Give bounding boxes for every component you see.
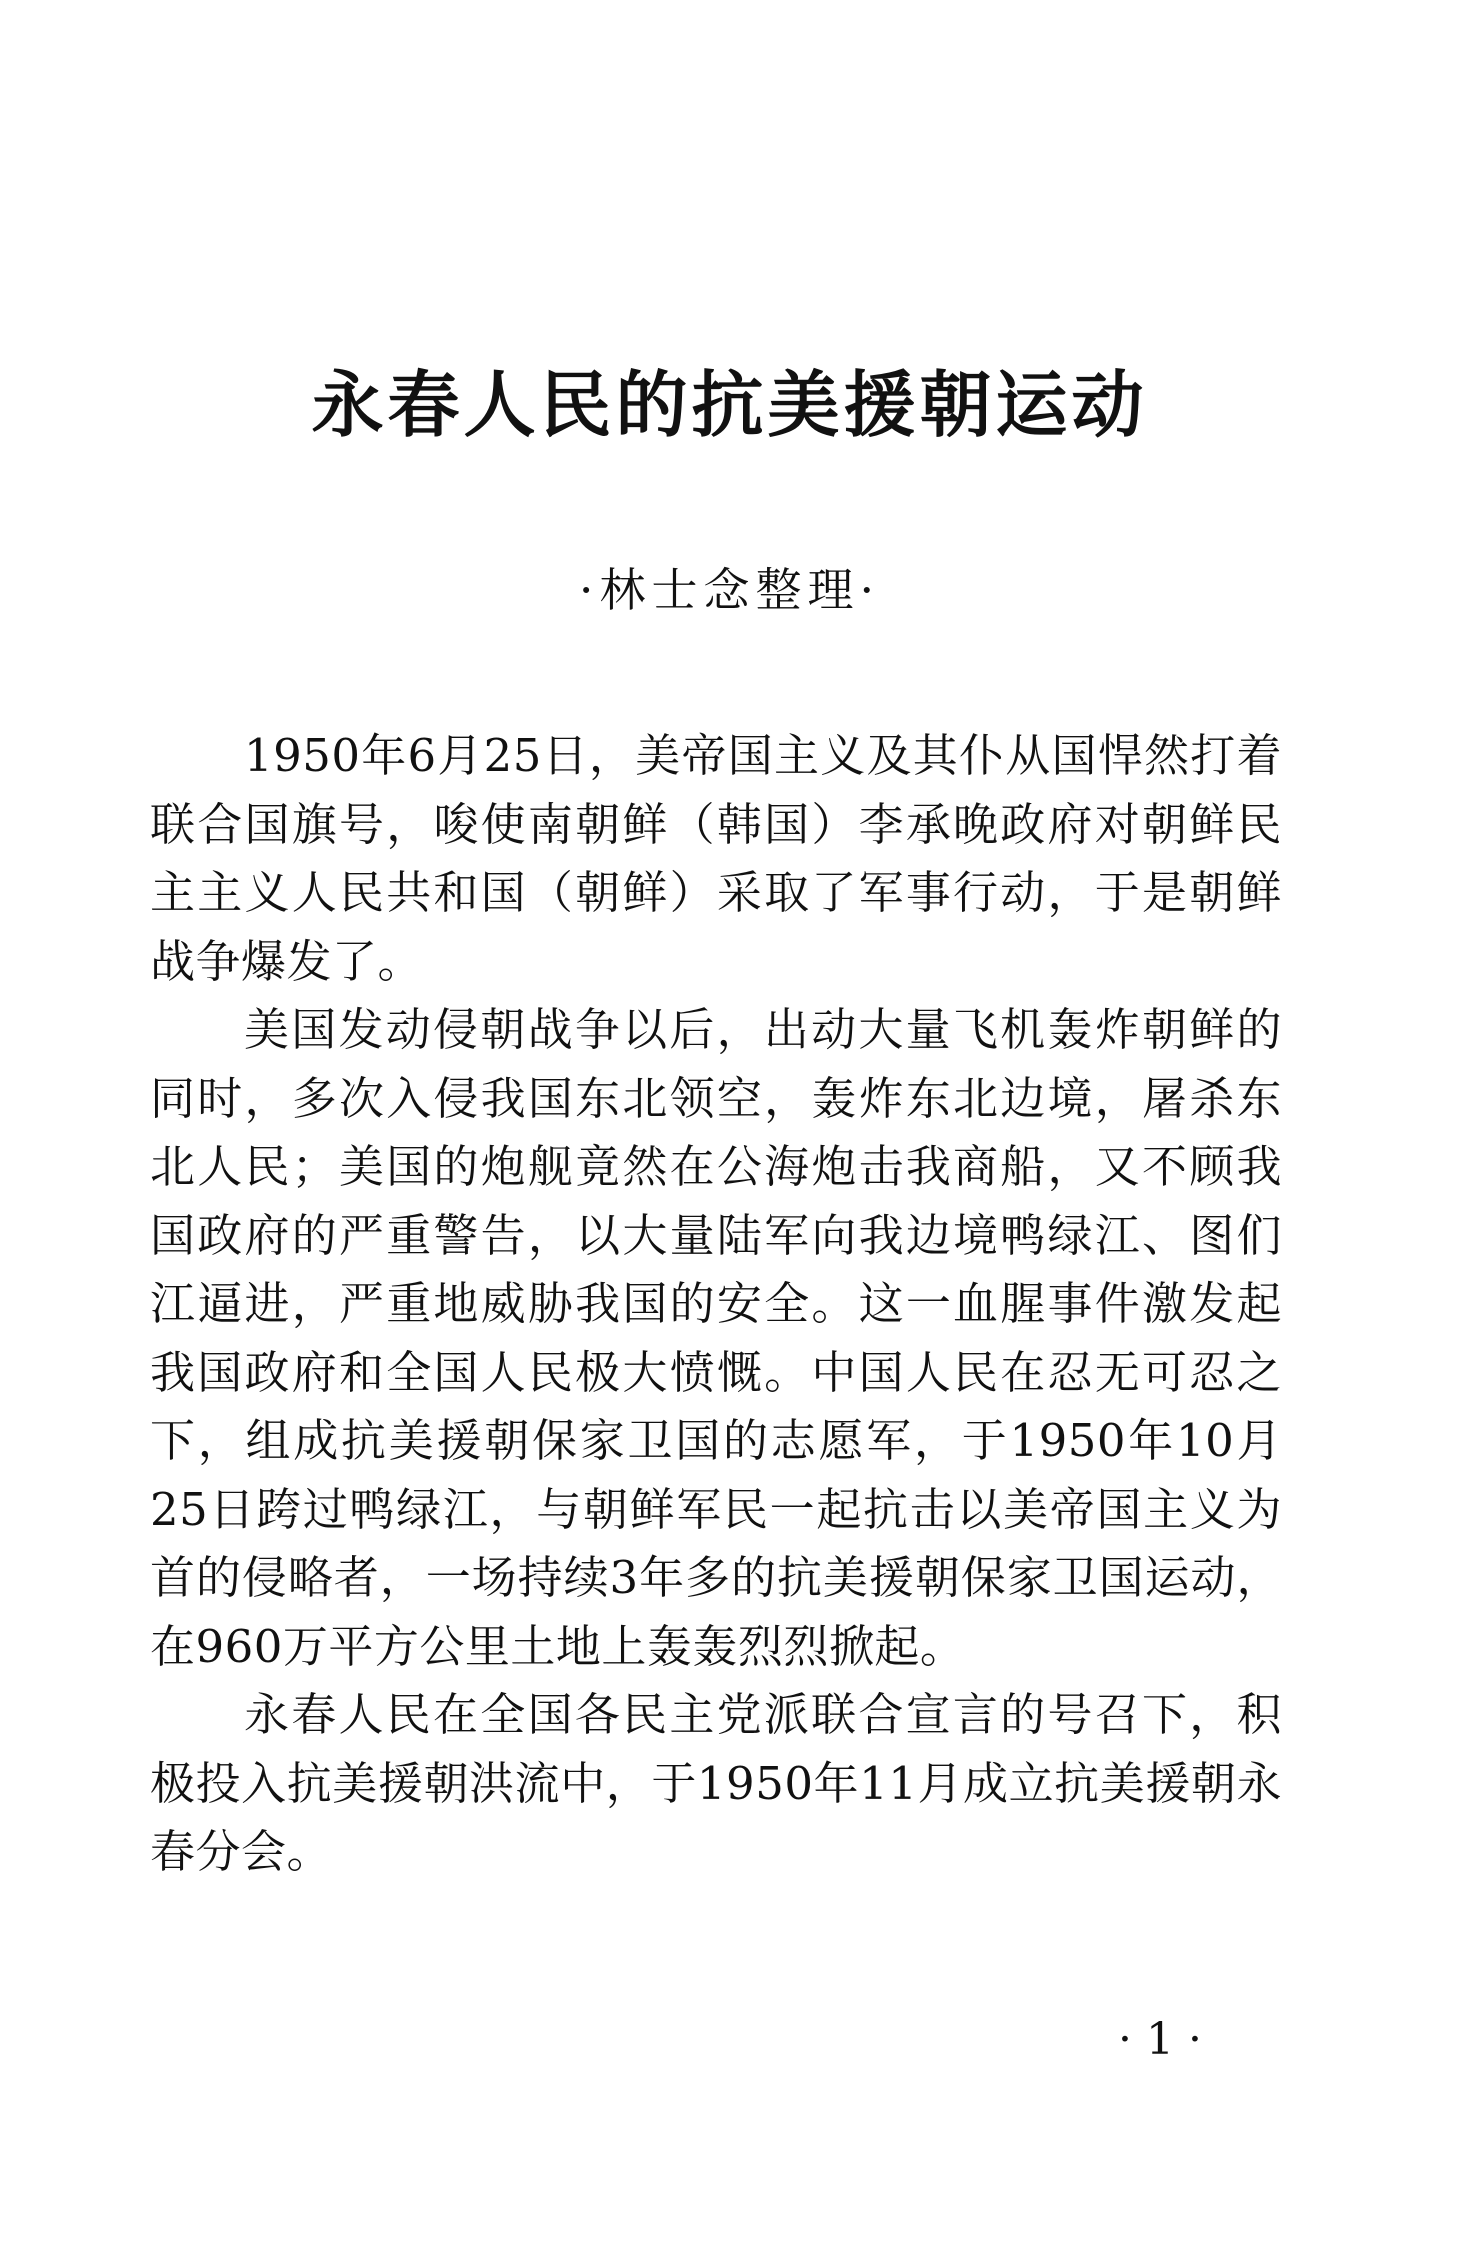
- paragraph-3: 永春人民在全国各民主党派联合宣言的号召下，积极投入抗美援朝洪流中，于1950年11月成立抗美援朝永春分会。: [150, 1688, 1282, 1878]
- paragraph-1: 1950年6月25日，美帝国主义及其仆从国悍然打着联合国旗号，唆使南朝鲜（韩国）李承晚政府对朝鲜民主主义人民共和国（朝鲜）采取了军事行动，于是朝鲜战争爆发了。: [150, 729, 1282, 988]
- article-title: 永春人民的抗美援朝运动: [311, 362, 1148, 447]
- article-author: ·林士念整理·: [578, 563, 881, 617]
- article-body: [150, 722, 1282, 1887]
- paragraph-2: 美国发动侵朝战争以后，出动大量飞机轰炸朝鲜的同时，多次入侵我国东北领空，轰炸东北边境，屠杀东北人民；美国的炮舰竟然在公海炮击我商船，又不顾我国政府的严重警告，以大量陆军向我边境鸭绿江、图们江逼进，严重地威胁我国的安全。这一血腥事件激发起我国政府和全国人民极大愤慨。中国人民在忍无可忍之下，组成抗美援朝保家卫国的志愿军，于1950年10月25日跨过鸭绿江，与朝鲜军民一起抗击以美帝国主义为首的侵略者，一场持续3年多的抗美援朝保家卫国运动，在960万平方公里土地上轰轰烈烈掀起。: [150, 1003, 1282, 1673]
- page-number: · 1 ·: [1118, 2014, 1202, 2065]
